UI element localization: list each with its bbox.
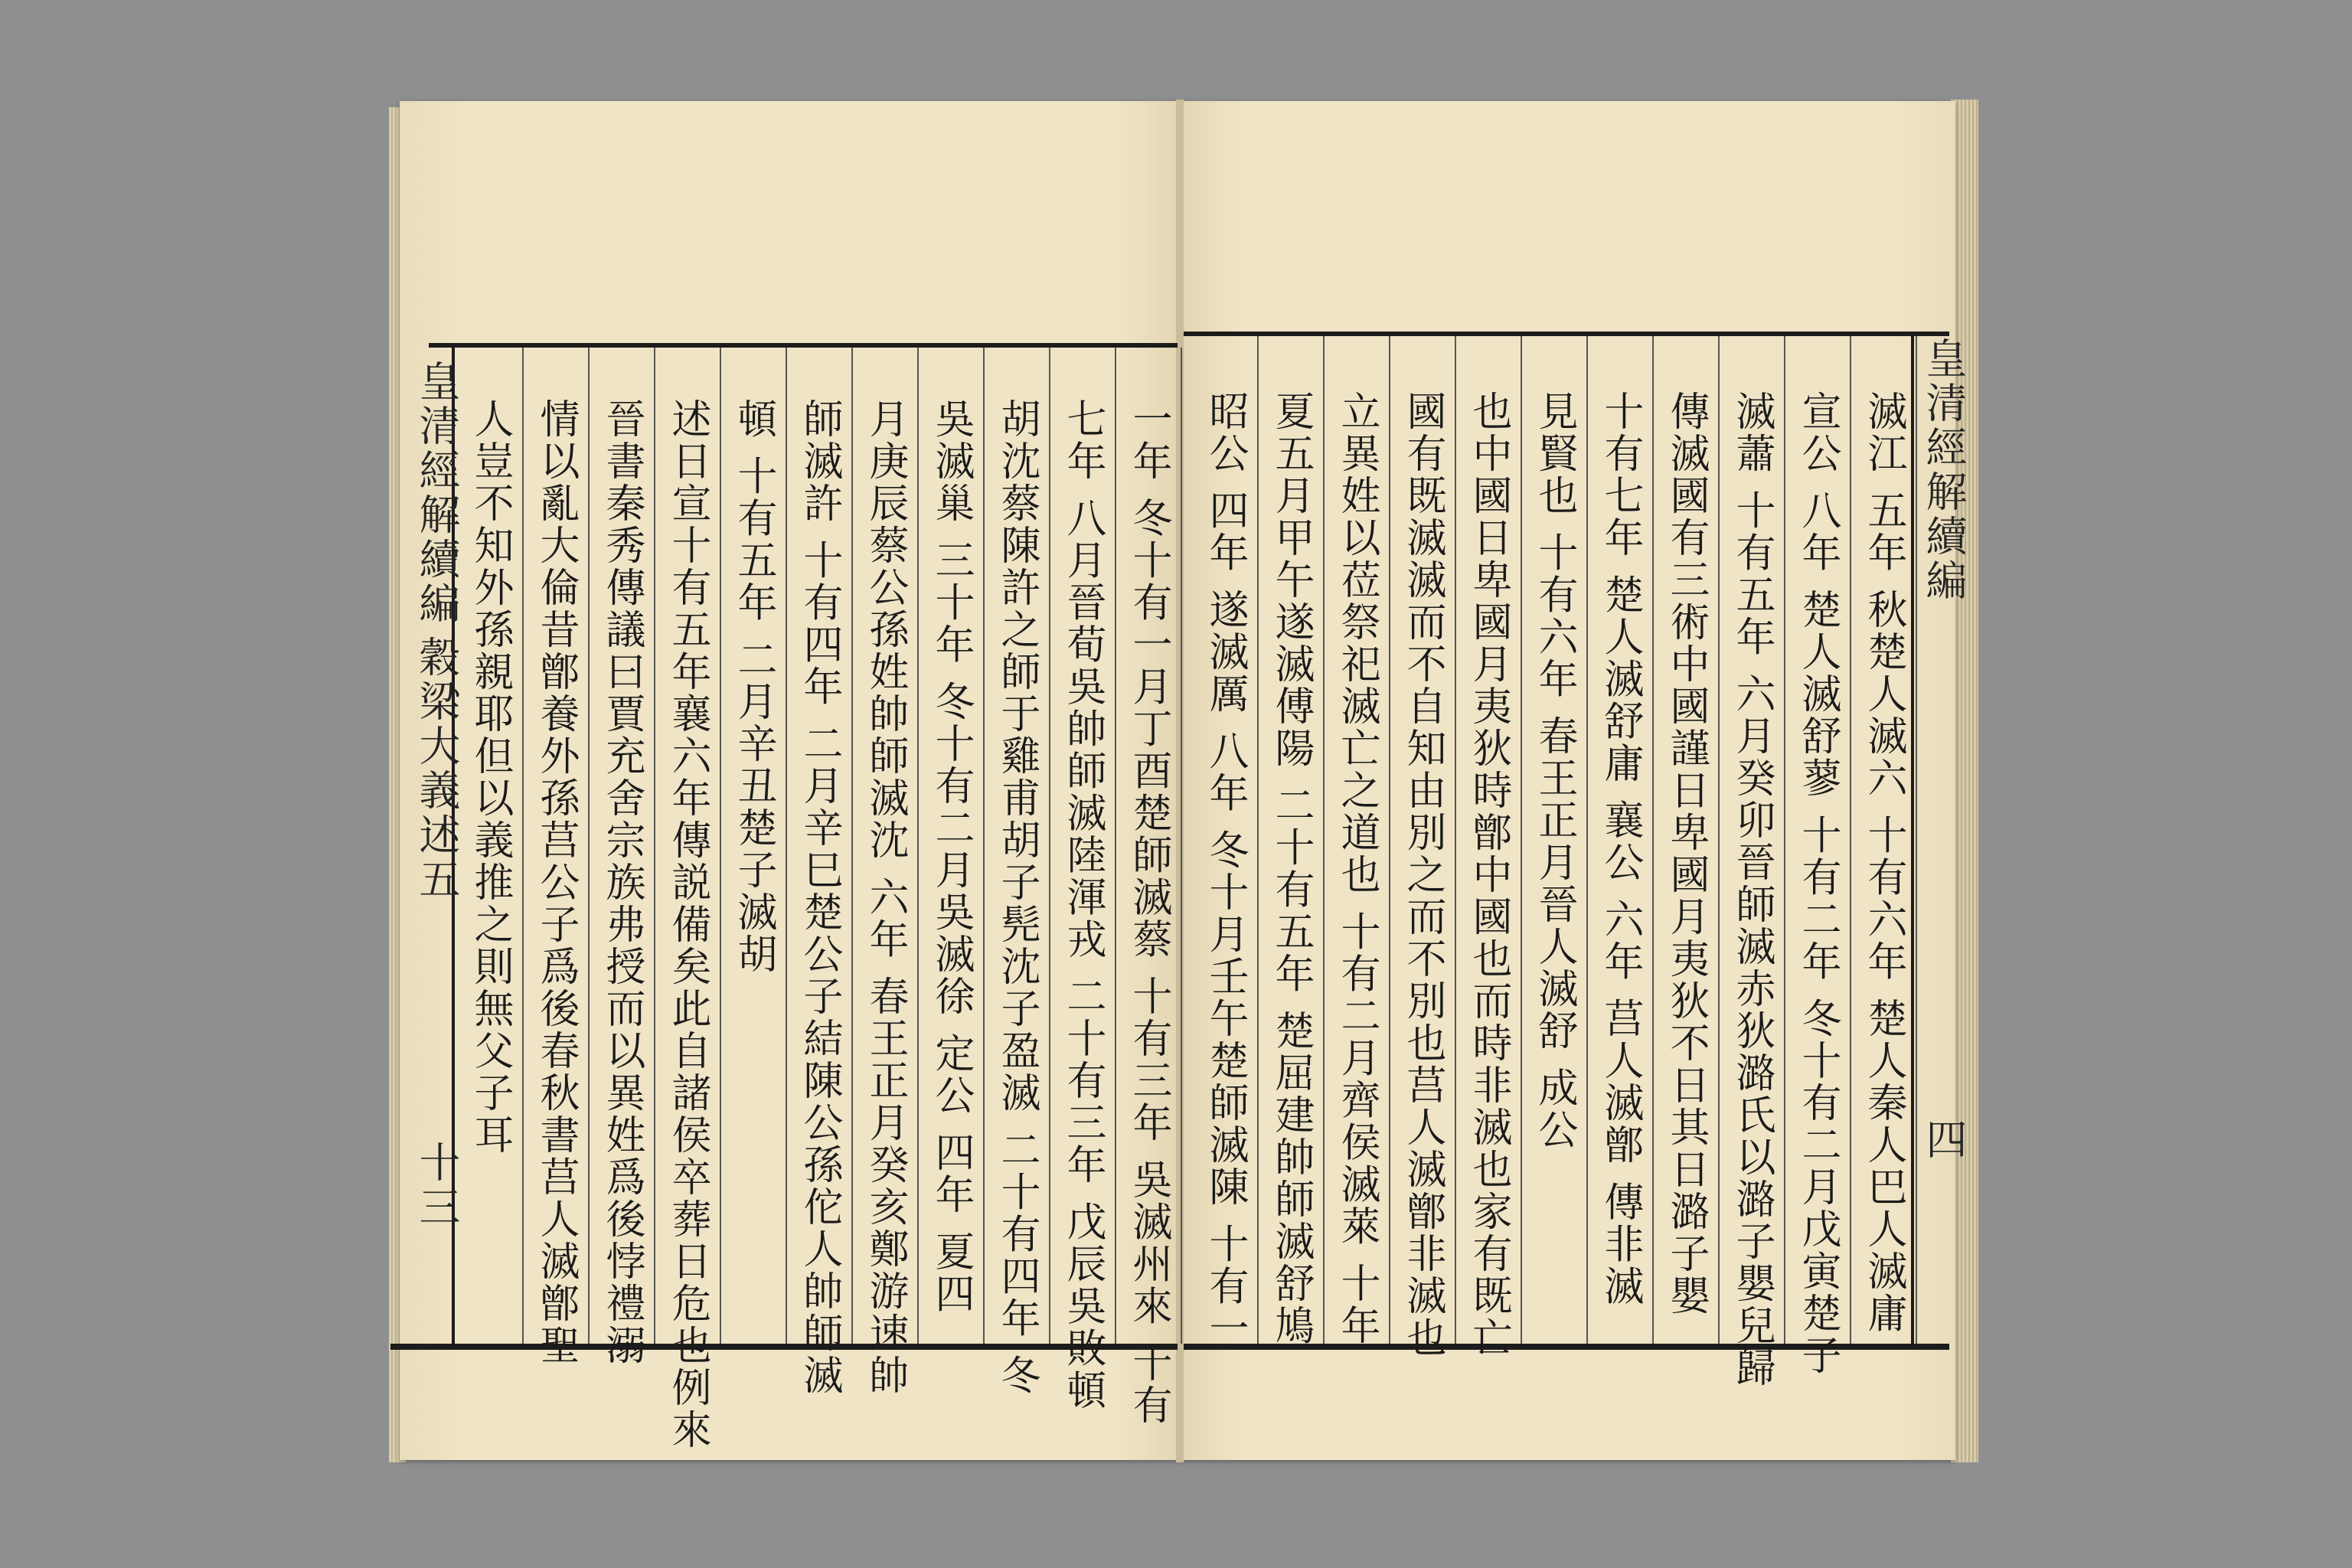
text-column: 七年 八月晉荀吳帥師滅陸渾戎 二十有三年 戊辰吳敗頓 <box>1060 398 1106 1412</box>
column-divider <box>1323 336 1325 1344</box>
text-column: 述日宣十有五年襄六年傳説備矣此自諸侯卒葬日危也例來 <box>665 398 710 1451</box>
text-column: 昭公 四年 遂滅厲 八年 冬十月壬午楚師滅陳 十有一 <box>1202 390 1248 1350</box>
text-column: 宣公 八年 楚人滅舒蓼 十有二年 冬十有二月戊寅楚子 <box>1795 390 1841 1377</box>
left-folio-number: 十三 <box>413 1141 461 1230</box>
column-divider <box>1181 348 1182 1344</box>
column-divider <box>654 348 655 1344</box>
text-column: 也中國日卑國月夷狄時鄫中國也而時非滅也家有既亡 <box>1465 390 1511 1359</box>
column-divider <box>1455 336 1456 1344</box>
text-column: 晉書秦秀傳議曰賈充舍宗族弗授而以異姓爲後悖禮溺 <box>599 398 645 1367</box>
text-column: 十有七年 楚人滅舒庸 襄公 六年 莒人滅鄫 傳非滅 <box>1597 390 1643 1308</box>
column-divider <box>1389 336 1390 1344</box>
column-divider <box>1850 336 1851 1344</box>
text-column: 夏五月甲午遂滅傅陽 二十有五年 楚屈建帥師滅舒鳩 <box>1268 390 1314 1348</box>
text-column: 立異姓以莅祭祀滅亡之道也 十有二月齊侯滅萊 十年 <box>1334 390 1380 1348</box>
right-spine-title: 皇清經解續編 <box>1919 337 1968 603</box>
text-column: 月庚辰蔡公孫姓帥師滅沈 六年 春王正月癸亥鄭游速帥 <box>862 398 908 1397</box>
column-divider <box>1718 336 1720 1344</box>
column-divider <box>851 348 853 1344</box>
text-column: 師滅許 十有四年 二月辛巳楚公子結陳公孫佗人帥師滅 <box>796 398 842 1397</box>
text-column: 頓 十有五年 二月辛丑楚子滅胡 <box>730 398 776 976</box>
column-divider <box>1115 348 1116 1344</box>
column-divider <box>1257 336 1259 1344</box>
column-divider <box>917 348 919 1344</box>
right-top-rule <box>1184 332 1949 336</box>
left-top-rule <box>429 343 1178 348</box>
column-divider <box>1521 336 1522 1344</box>
right-folio-number: 四 <box>1919 1118 1968 1162</box>
text-column: 見賢也 十有六年 春王正月晉人滅舒 成公 <box>1531 390 1577 1152</box>
text-column: 國有既滅滅而不自知由別之而不別也莒人滅鄫非滅也 <box>1400 390 1446 1359</box>
column-divider <box>983 348 985 1344</box>
gutter <box>1176 100 1184 1462</box>
column-divider <box>588 348 590 1344</box>
text-column: 人豈不知外孫親耶但以義推之則無父子耳 <box>467 398 513 1156</box>
column-divider <box>786 348 787 1344</box>
text-column: 傳滅國有三術中國謹日卑國月夷狄不日其日潞子嬰 <box>1663 390 1709 1317</box>
column-divider <box>1916 336 1917 1344</box>
column-divider <box>1049 348 1050 1344</box>
column-divider <box>1586 336 1588 1344</box>
text-column: 情以亂大倫昔鄫養外孫莒公子爲後春秋書莒人滅鄫聖 <box>533 398 579 1367</box>
left-spine-section: 穀梁大義述五 <box>413 635 461 902</box>
column-divider <box>1652 336 1654 1344</box>
left-spine-title: 皇清經解續編 <box>413 360 461 626</box>
column-divider <box>522 348 524 1344</box>
text-column: 滅江 五年 秋楚人滅六 十有六年 楚人秦人巴人滅庸 <box>1860 390 1906 1335</box>
text-column: 吳滅巢 三十年 冬十有二月吳滅徐 定公 四年 夏四 <box>928 398 974 1315</box>
text-column: 胡沈蔡陳許之師于雞甫胡子髡沈子盈滅 二十有四年 冬 <box>994 398 1040 1397</box>
text-column: 滅蕭 十有五年 六月癸卯晉師滅赤狄潞氏以潞子嬰兒歸 <box>1729 390 1775 1390</box>
text-column: 一年 冬十有一月丁酉楚師滅蔡 十有三年 吳滅州來 十有 <box>1125 398 1171 1427</box>
column-divider <box>720 348 721 1344</box>
column-divider <box>1784 336 1785 1344</box>
